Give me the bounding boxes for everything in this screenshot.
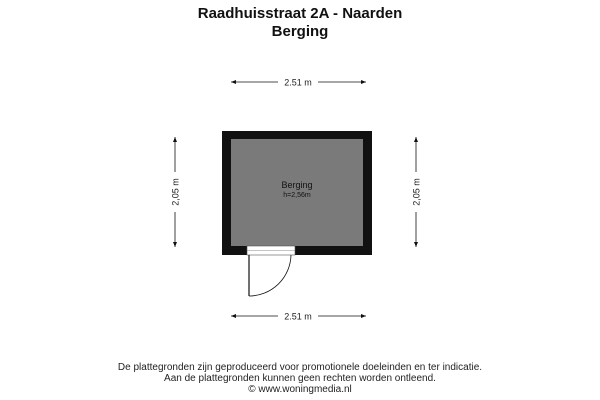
bottom-dimension [231,310,366,322]
disclaimer-line-1: De plattegronden zijn geproduceerd voor promotionele doeleinden en ter indicatie. [117,362,483,373]
floor-title: Berging [271,23,329,40]
disclaimer-line-2: Aan de plattegronden kunnen geen rechten worden ontleend. [164,373,436,384]
right-dimension [410,137,422,247]
copyright: © www.woningmedia.nl [248,384,352,395]
right-depth-label: 2,05 m [411,178,422,206]
left-dimension [169,137,181,247]
bottom-width-label: 2.51 m [284,311,312,322]
room-name: Berging [281,180,313,190]
room-height: h=2,56m [283,192,311,199]
door [249,255,291,296]
left-depth-label: 2,05 m [170,178,181,206]
top-width-label: 2.51 m [284,77,312,88]
top-dimension [231,76,366,88]
address-title: Raadhuisstraat 2A - Naarden [197,5,403,22]
